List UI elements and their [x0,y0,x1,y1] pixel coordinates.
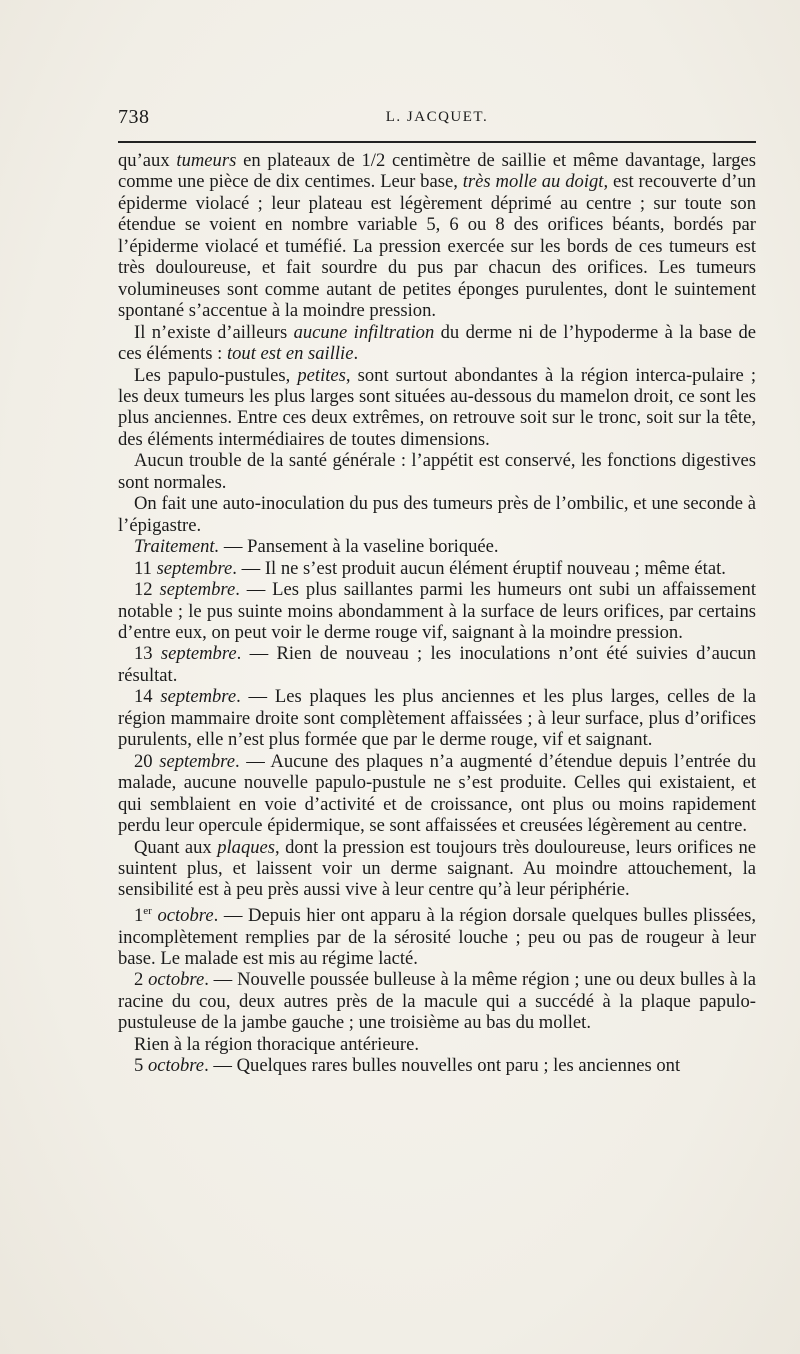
ordinal-suffix: er [143,904,152,917]
header-rule [118,141,756,143]
page-header [118,106,756,136]
date-day: 5 [134,1055,148,1077]
paragraph-5-octobre [118,1055,756,1076]
italic-term: tout est en saillie [226,343,354,365]
text-run: Il n’existe d’ailleurs [134,321,294,343]
date-day: 14 [134,686,161,708]
text-run: . [353,343,359,365]
date-day: 2 [134,969,149,991]
paragraph-tumeurs-description [118,150,756,322]
paragraph-12-septembre [118,579,756,643]
text-run: . — Aucune des plaques n’a augmenté d’étendue depuis l’entrée du malade, aucune nouvelle papulo-pustule ne s’est produite. Celles qui existaient, et qui semblaient en voie d’activité et de croissance, ont plus ou moins rapidement perdu leur opercule épidermique, se sont affaissées et creusées légèrement au centre. [118,750,756,837]
paragraph-plaques [118,837,756,901]
text-run: Les papulo-pustules, [134,364,298,386]
text-run: du derme ni de l’hypoderme à la base de ces éléments : [118,321,756,365]
paragraph-20-septembre [118,751,756,837]
text-run: . — Il ne s’est produit aucun élément éruptif nouveau ; même état. [232,557,726,579]
text-run: en plateaux de 1/2 centimètre de saillie et même davantage, larges comme une pièce de dix centimes. Leur base, [118,150,757,193]
text-run: , est recouverte d’un épiderme violacé ; leur plateau est légèrement déprimé au centre ; sur toute son étendue se voient en nombre variable 5, 6 ou 8 des orifices béants, bordés par l’épiderme violacé et tuméfié. La pression exercée sur les bords de ces tumeurs est très douloureuse, et fait sourdre du pus par chacun des orifices. Les tumeurs volumineuses sont comme autant de petites éponges purulentes, dont le suintement spontané s’accentue à la moindre pression. [118,171,756,322]
date-day: 13 [134,643,161,665]
page-number: 738 [118,106,150,128]
paragraph-13-septembre [118,643,756,686]
paragraph-11-septembre [118,558,756,579]
date-day: 1 [134,905,144,927]
text-run: . — Les plaques les plus anciennes et les plus larges, celles de la région mammaire droite sont complètement affaissées ; à leur surface, plus d’orifices purulents, elle n’est plus formée que par le derme rouge, vif et saignant. [118,686,757,751]
italic-term: tumeurs [176,150,237,171]
text-run: . — Les plus saillantes parmi les humeurs ont subi un affaissement notable ; le pus suinte moins abondamment à la surface de leurs orifices, par certains d’entre eux, on peut voir le derme rouge vif, saignant à la moindre pression. [118,579,756,643]
date-month: septembre [160,643,237,665]
text-run: . — Nouvelle poussée bulleuse à la même région ; une ou deux bulles à la racine du cou, deux autres près de la macule qui a succédé à la plaque papulo-pustuleuse de la jambe gauche ; une troisième au bas du mollet. [118,969,756,1034]
paragraph-infiltration [118,322,756,365]
text-run: qu’aux [118,150,177,171]
italic-term: plaques [217,836,276,858]
italic-term: très molle au doigt [462,171,604,193]
text-run: Quant aux [134,836,218,858]
italic-term: aucune infiltration [293,321,435,343]
text-run: . — Rien de nouveau ; les inoculations n’ont été suivies d’aucun résultat. [118,643,756,686]
paragraph-auto-inoculation: On fait une auto-inoculation du pus des tumeurs près de l’ombilic, et une seconde à l’épigastre. [118,493,756,536]
date-month: octobre [147,1055,205,1077]
paragraph-papulo-pustules [118,365,756,451]
date-month: septembre [156,557,233,579]
paragraph-region-thoracique: Rien à la région thoracique antérieure. [134,1033,419,1055]
running-head: L. JACQUET. [385,109,489,125]
text-run: , sont surtout abondantes à la région interca-pulaire ; les deux tumeurs les plus larges sont situées au-dessous du mamelon droit, ce sont les plus anciennes. Entre ces deux extrêmes, on retrouve soit sur le tronc, soit sur la tête, des éléments intermédiaires de toutes dimensions. [118,364,757,450]
paragraph-14-septembre [118,686,756,750]
paragraph-sante-generale: Aucun trouble de la santé générale : l’appétit est conservé, les fonctions digestives sont normales. [118,450,756,493]
text-run: . — Quelques rares bulles nouvelles ont paru ; les anciennes ont [204,1055,681,1077]
text-run: , dont la pression est toujours très douloureuse, leurs orifices ne suintent plus, et laissent voir un derme saignant. Au moindre attouchement, la sensibilité est à peu près aussi vive à leur centre qu’à leur périphérie. [118,836,756,901]
date-day: 20 [134,750,160,772]
italic-term: Traitement. [134,536,220,558]
paragraph-2-octobre [118,969,756,1033]
text-run: — Pansement à la vaseline boriquée. [219,536,499,558]
paragraph-traitement [118,536,756,557]
date-month: octobre [151,905,214,927]
body-text [118,150,756,1077]
paragraph-1er-octobre [118,901,756,970]
date-month: septembre [159,579,236,601]
date-day: 12 [134,579,160,601]
date-day: 11 [134,557,157,579]
date-month: octobre [148,969,205,991]
italic-term: petites [297,364,346,386]
text-run: . — Depuis hier ont apparu à la région dorsale quelques bulles plissées, incomplètement remplies par de la sérosité louche ; peu ou pas de rougeur à leur base. Le malade est mis au régime lacté. [118,905,756,969]
date-month: septembre [159,750,235,772]
date-month: septembre [160,686,237,708]
